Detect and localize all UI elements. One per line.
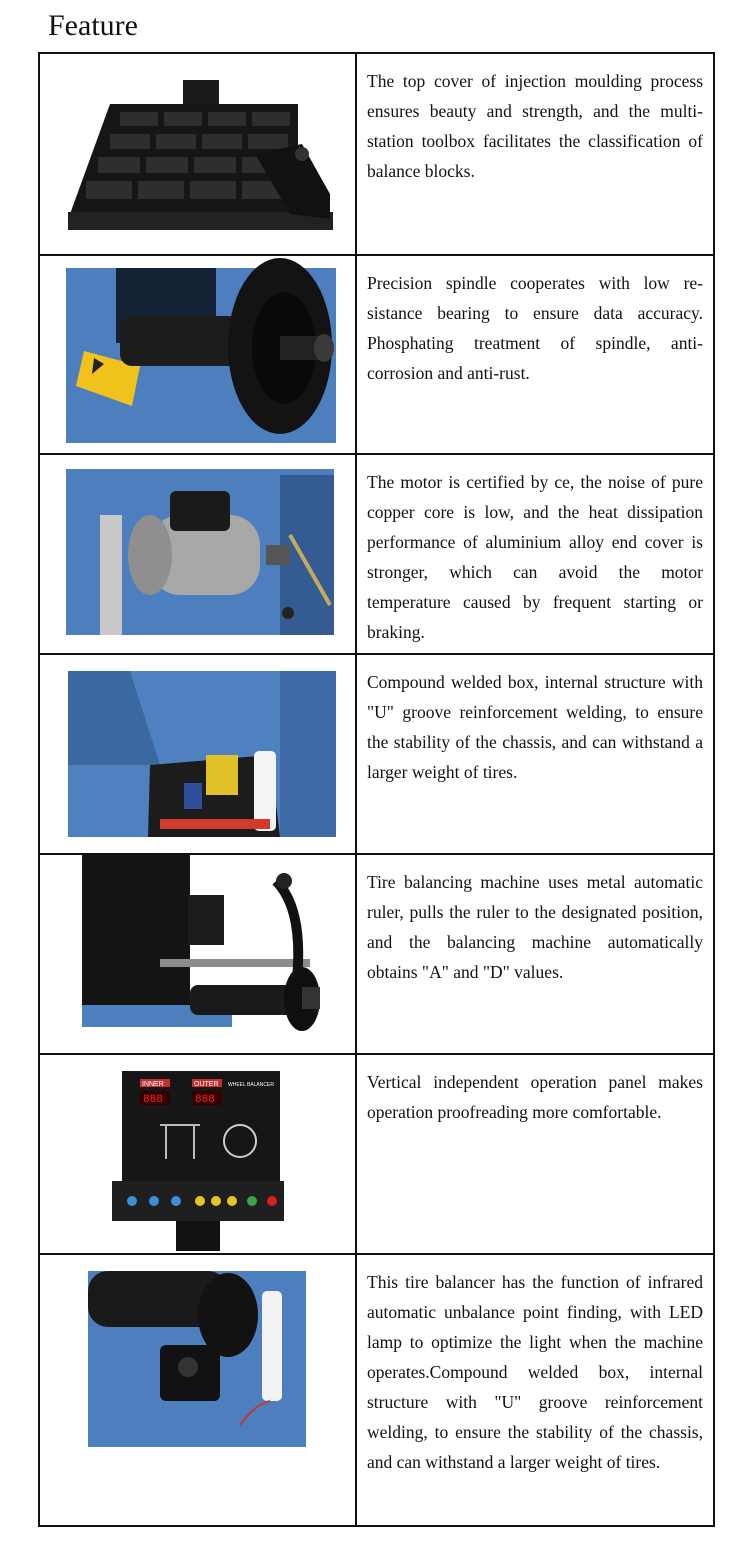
feature-row bbox=[40, 254, 713, 453]
feature-row bbox=[40, 853, 713, 1053]
feature-table bbox=[38, 52, 715, 1527]
panel-outer-display: 888 bbox=[195, 1094, 215, 1106]
motor-photo bbox=[40, 455, 355, 653]
panel-inner-display: 888 bbox=[143, 1094, 163, 1106]
feature-row bbox=[40, 1053, 713, 1253]
feature-text: Vertical independent operation panel makes operation proofreading more comfortable. bbox=[367, 1072, 703, 1122]
panel-brand-label: WHEEL BALANCER bbox=[228, 1082, 274, 1088]
welded-box-circuit-photo bbox=[40, 655, 355, 853]
feature-row bbox=[40, 453, 713, 653]
spindle-photo bbox=[40, 256, 355, 453]
operation-panel-photo bbox=[40, 1055, 355, 1253]
infrared-led-photo bbox=[40, 1255, 355, 1525]
feature-text: Compound welded box, internal structure with "U" groove reinforcement welding, to ensure the stability of the chassis, and can withstand a larger weight of tires. bbox=[367, 672, 703, 782]
panel-outer-label: OUTER bbox=[194, 1081, 219, 1088]
feature-row bbox=[40, 1253, 713, 1525]
automatic-ruler-photo bbox=[40, 855, 355, 1053]
panel-inner-label: INNER bbox=[142, 1081, 164, 1088]
feature-row bbox=[40, 54, 713, 254]
page-title: Feature bbox=[48, 9, 138, 42]
feature-text: Precision spindle cooperates with low resistance bearing to ensure data accuracy. Phosphating treatment of spindle, anti-corrosion and anti-rust. bbox=[367, 273, 703, 383]
feature-text: The motor is certified by ce, the noise of pure copper core is low, and the heat dissipation performance of aluminium alloy end cover is stronger, which can avoid the motor temperature caused by frequent starting or braking. bbox=[367, 472, 703, 642]
toolbox-cover-photo bbox=[40, 54, 355, 254]
feature-text: Tire balancing machine uses metal automatic ruler, pulls the ruler to the designated position, and the balancing machine automatically obtains "A" and "D" values. bbox=[367, 872, 703, 982]
feature-text: The top cover of injection moulding process ensures beauty and strength, and the multi-station toolbox facilitates the classification of balance blocks. bbox=[367, 71, 703, 181]
feature-row bbox=[40, 653, 713, 853]
feature-text: This tire balancer has the function of infrared automatic unbalance point finding, with LED lamp to optimize the light when the machine operates.Compound welded box, internal structure with "U" groove reinforcement welding, to ensure the stability of the chassis, and can withstand a larger weight of tires. bbox=[367, 1272, 703, 1472]
